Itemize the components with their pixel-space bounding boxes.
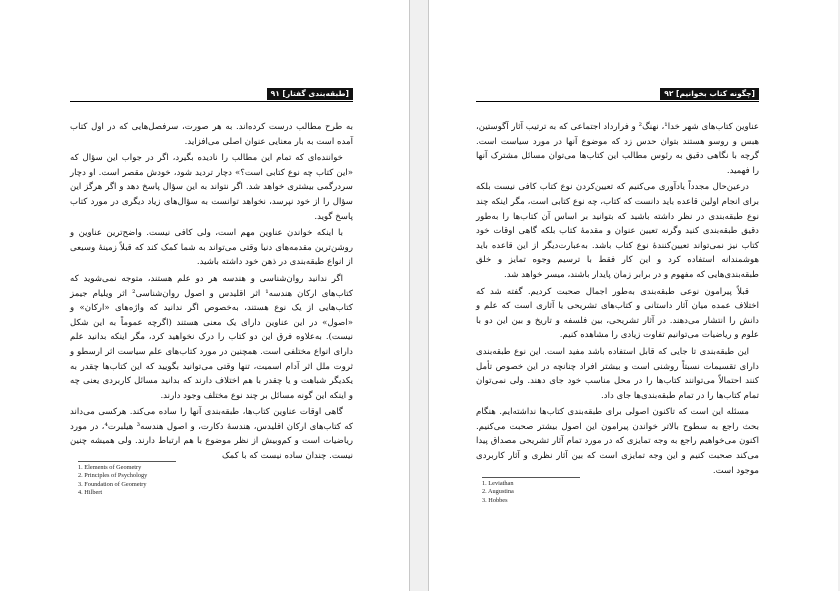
body-text (476, 120, 759, 480)
running-header (476, 88, 759, 102)
paragraph: گاهی اوقات عناوین کتاب‌ها، طبقه‌بندی آنها را ساده می‌کند. هرکسی می‌داند که کتاب‌های ارکان اقلیدس، هندسهٔ دکارت، و اصول هندسه³ هیلبرت⁴، در مورد ریاضیات است و کم‌وبیش از نظر موضوع با هم ارتباط دارند. ولی همیشه چنین نیست. چندان ساده نیست که با کمک (70, 407, 353, 462)
paragraph: مسئله این است که تاکنون اصولی برای طبقه‌بندی کتاب‌ها نداشته‌ایم. هنگام بحث راجع به سطوح بالاتر خواندن پیرامون این اصول بیشتر صحبت می‌کنیم. اکنون می‌خواهیم راجع به وجه تمایزی که در مورد تمام آثار تشریحی مصداق پیدا می‌کند صحبت کنیم و این وجه تمایزی است که بین آثار نظری و آثار کاربردی موجود است. (476, 407, 759, 476)
header-label: [چگونه کتاب بخوانیم] ۹۲ (660, 88, 759, 100)
footnotes (78, 461, 338, 497)
running-header (70, 88, 353, 102)
paragraph: به طرح مطالب درست کرده‌اند. به هر صورت، سرفصل‌هایی که در اول کتاب آمده است به بار معنایی عنوان اصلی می‌افزاید. (70, 122, 353, 147)
paragraph: قبلاً پیرامون نوعی طبقه‌بندی به‌طور اجمال صحبت کردیم. گفته شد که اختلاف عمده میان آثار داستانی و کتاب‌های تشریحی یا آثاری است که علم و دانش را انتشار می‌دهند. در آثار تشریحی، بین فلسفه و تاریخ و بین این دو با علوم و ریاضیات می‌توانیم تفاوت زیادی را مشاهده کنیم. (476, 286, 759, 341)
footnotes (482, 477, 742, 505)
footnote: 2. Augustina (482, 488, 514, 496)
paragraph: با اینکه خواندن عناوین مهم است، ولی کافی نیست. واضح‌ترین عناوین و روشن‌ترین مقدمه‌های دنیا وقتی می‌تواند به شما کمک کند که قبلاً زمینهٔ وسیعی از انواع طبقه‌بندی در ذهن خود داشته باشید. (70, 228, 353, 268)
paragraph: خواننده‌ای که تمام این مطالب را نادیده بگیرد، اگر در جواب این سؤال که «این کتاب چه نوع کتابی است؟» دچار تردید شود، خودش مقصر است. او دچار سردرگمی بیشتری خواهد شد. اگر نتواند به این سؤال پاسخ دهد و اگر هرگز این سؤال را از خود نپرسد، نخواهد توانست به سؤال‌های زیاد دیگری در مورد کتاب پاسخ گوید. (70, 153, 353, 222)
footnote: 1. Leviathan (482, 480, 514, 487)
footnote: 3. Hobbes (482, 496, 508, 504)
footnote-rule (78, 461, 176, 462)
body-text (70, 120, 353, 466)
left-page (0, 0, 410, 591)
footnote: 3. Foundation of Geometry (78, 480, 147, 488)
footnote: 2. Principles of Psychology (78, 472, 148, 480)
footnote: 1. Elements of Geometry (78, 464, 142, 471)
paragraph: درعین‌حال مجدداً یادآوری می‌کنیم که تعیین‌کردن نوع کتاب کافی نیست بلکه برای انجام اولین قاعده باید دانست که کتاب، چه نوع کتابی است، مگر اینکه چند نوع طبقه‌بندی در نظر داشته باشید که بتوانید بر اساس آن کتاب‌ها را به‌طور دقیق طبقه‌بندی کنید وگرنه تعیین عنوان و مقدمهٔ کتاب بلکه گاهی اوقات خود کتاب نیز نمی‌تواند تعیین‌کنندهٔ نوع کتاب باشد. به‌عبارت‌دیگر از این قاعده باید هوشمندانه استفاده کرد و این کار فقط با ترسیم وجوه تمایز و خلق طبقه‌بندی‌هایی که مفهوم و در برابر زمان پایدار باشند، میسر خواهد شد. (476, 182, 759, 280)
paragraph: اگر ندانید روان‌شناسی و هندسه هر دو علم هستند، متوجه نمی‌شوید که کتاب‌های ارکان هندسه¹ اثر اقلیدس و اصول روان‌شناسی² اثر ویلیام جیمز کتاب‌هایی از یک نوع هستند، به‌خصوص اگر ندانید که واژه‌های «ارکان» و «اصول» در این عناوین دارای یک معنی هستند (اگرچه عموماً به این شکل نیست). به‌علاوه فرق این دو کتاب را درک نخواهید کرد، مگر اینکه بدانید علم دارای انواع مختلفی است. همچنین در مورد کتاب‌های علم سیاست اثر ارسطو و ثروت ملل اثر آدام اسمیت، تنها وقتی می‌توانید بگویید که این کتاب‌ها چقدر به یکدیگر شباهت و یا چقدر با هم اختلاف دارند که بدانید مسائل کاربردی یعنی چه و اینکه این گونه مسائل بر چند نوع مختلف وجود دارند. (70, 273, 353, 401)
paragraph: عناوین کتاب‌های شهر خدا¹، نهنگ² و فرارداد اجتماعی که به ترتیب آثار آگوستین، هبس و روسو هستند بتوان حدس زد که موضوع آنها در مورد سیاست است. گرچه با نگاهی دقیق به رئوس مطالب این کتاب‌ها می‌توان مسائل مشترک آنها را فهمید. (476, 122, 759, 176)
right-page (428, 0, 838, 591)
footnote: 4. Hilbert (78, 488, 103, 496)
paragraph: این طبقه‌بندی تا جایی که قابل استفاده باشد مفید است. این نوع طبقه‌بندی دارای تقسیمات نسبتاً روشنی است و بیشتر افراد چنانچه در این خصوص تأمل کنند احتمالاً می‌توانند کتاب‌ها را در محل مناسب خود جای دهند. ولی نمی‌توان تمام کتاب‌ها را در تمام طبقه‌بندی‌ها جای داد. (476, 346, 759, 401)
footnote-rule (482, 477, 580, 478)
header-label: [طبقه‌بندی گفتار] ۹۱ (267, 88, 353, 100)
